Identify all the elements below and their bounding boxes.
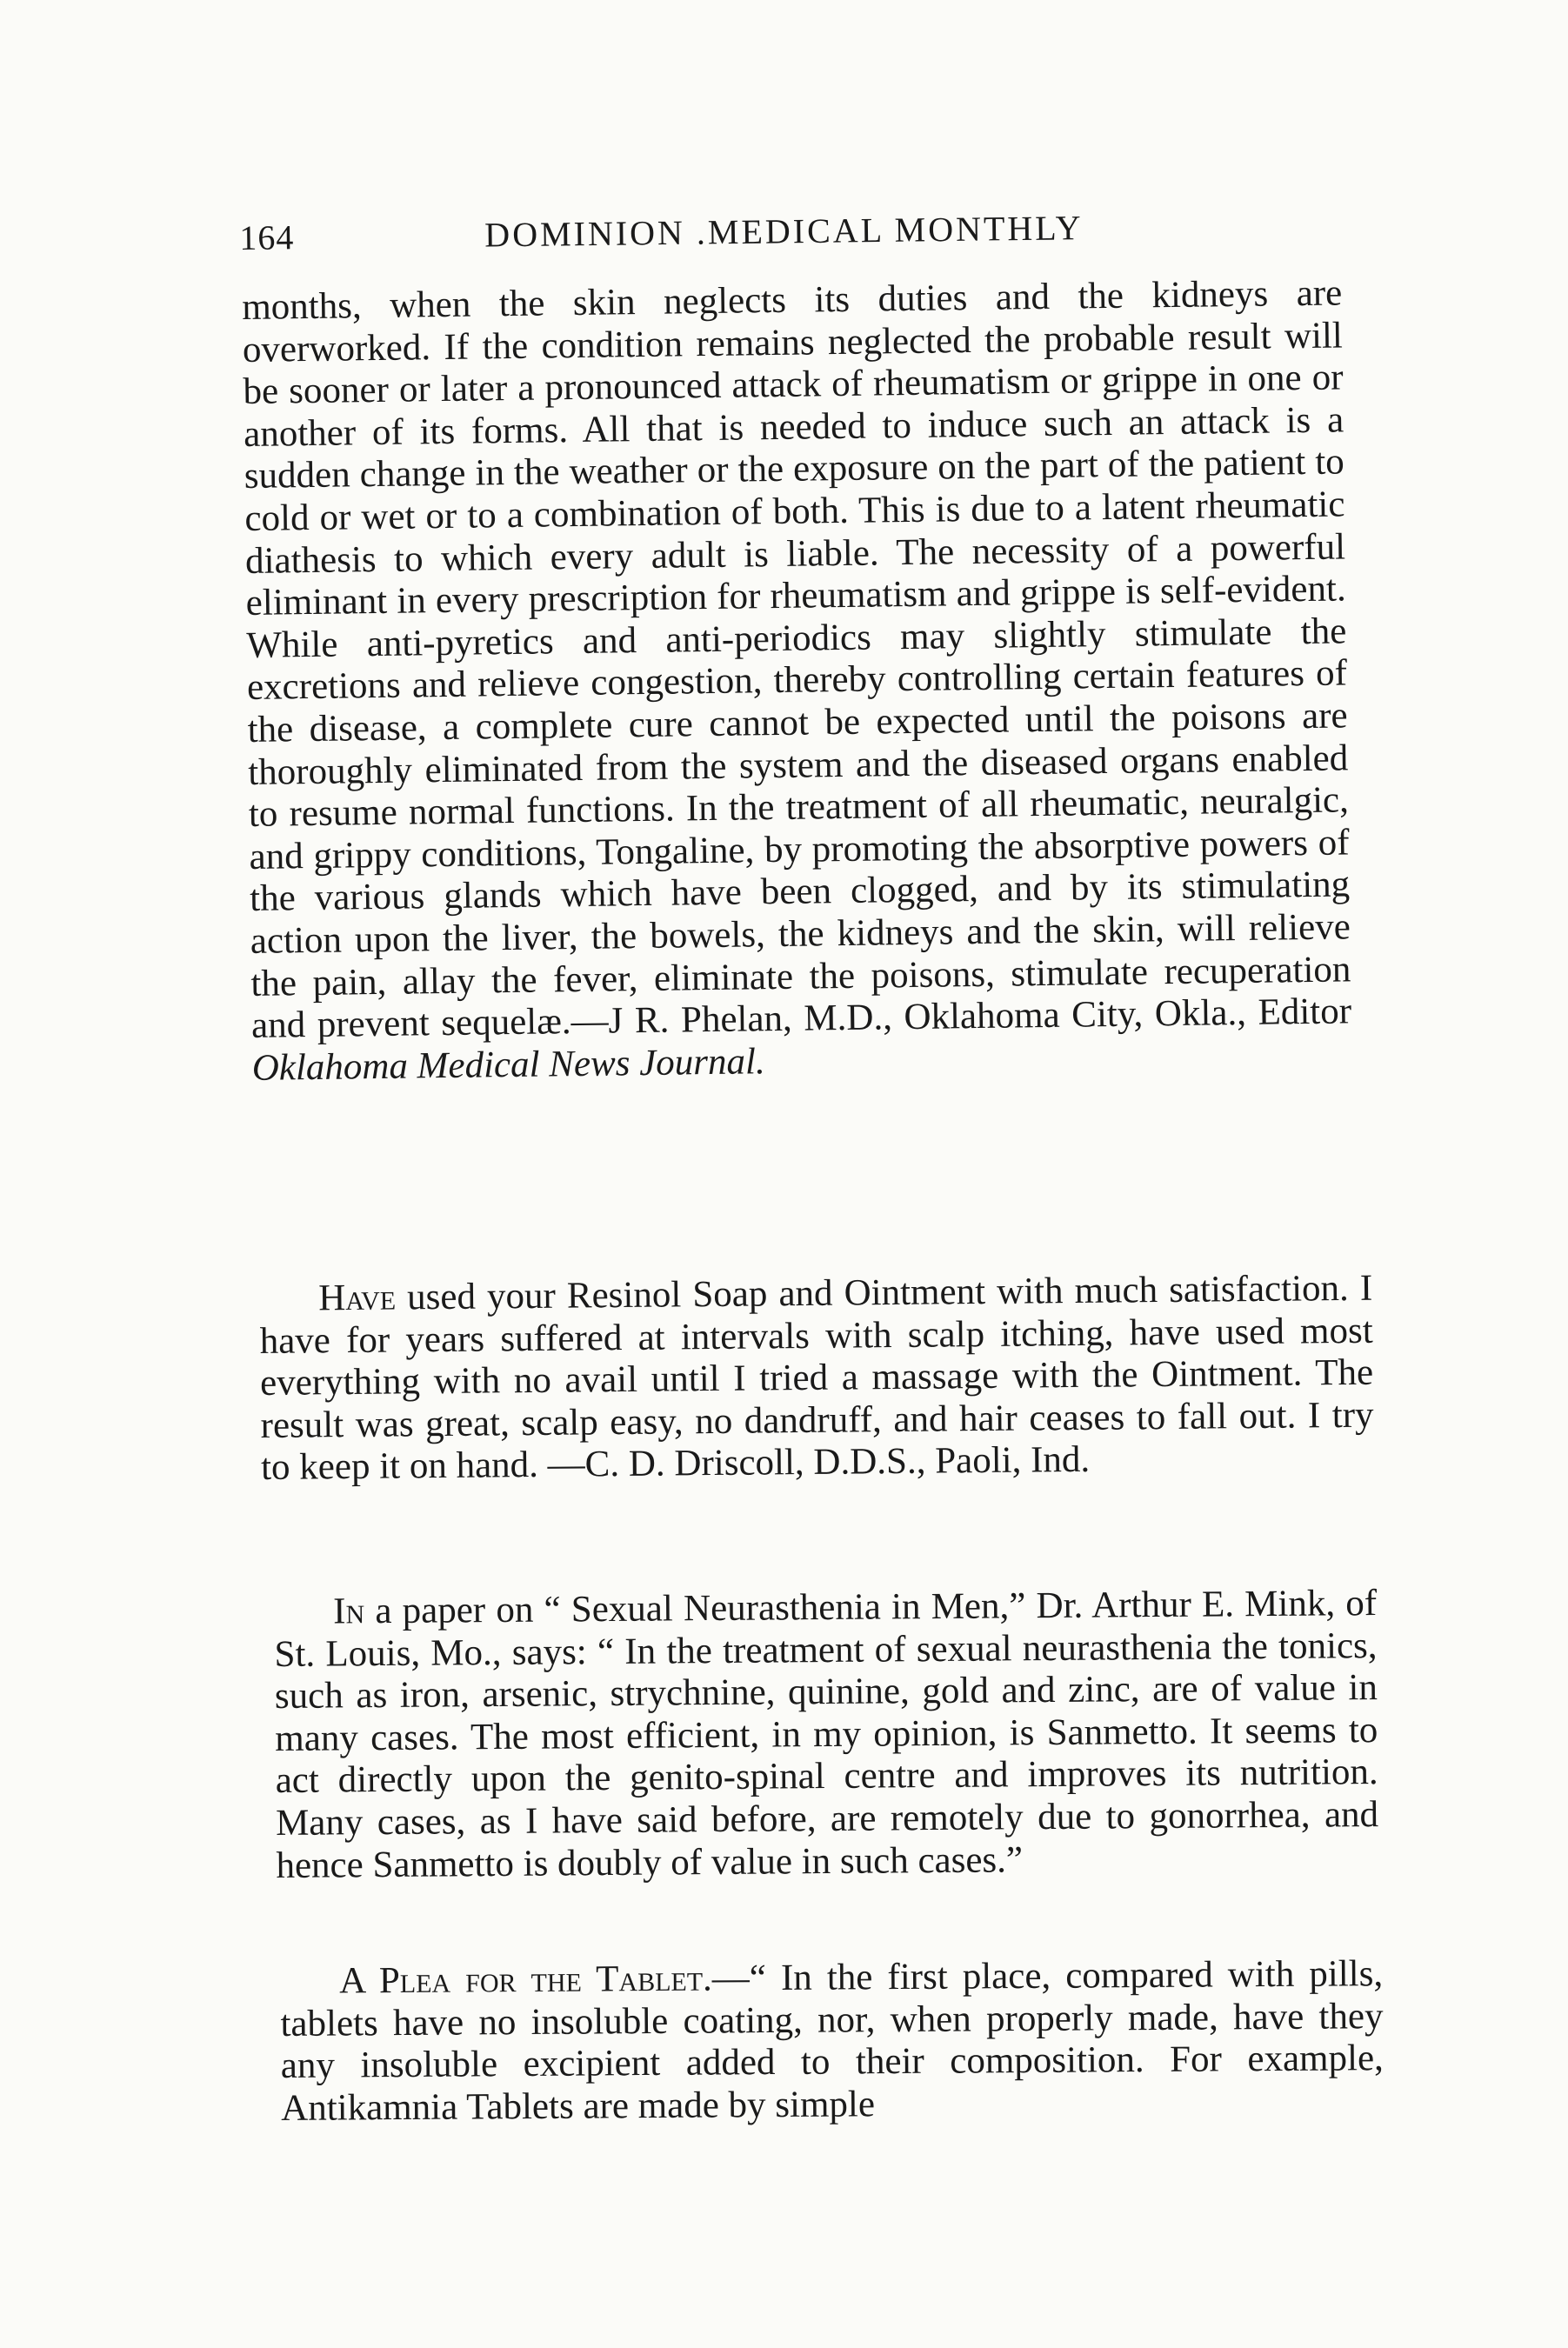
- page-number: 164: [239, 217, 295, 257]
- paragraph-text: a paper on “ Sexual Neurasthenia in Men,” Dr. Arthur E. Mink, of St. Louis, Mo., says: “ In the treatment of sexual neurasthenia the tonics, such as iron, arsenic, strychnine, quinine, gold and zinc, are of value in many cases. The most efficient, in my opinion, is Sanmetto. It seems to act directly upon the genito-spinal centre and improves its nutrition. Many cases, as I have said before, are remotely due to gonorrhea, and hence Sanmetto is doubly of value in such cases.”: [274, 1583, 1379, 1886]
- paragraph-text: —“ In the first place, compared with pills, tablets have no insoluble coating, nor, when properly made, have they any insoluble excipient added to their composition. For example, Antikamnia Tablets are made by simple: [280, 1953, 1384, 2129]
- running-head: DOMINION .MEDICAL MONTHLY: [484, 208, 1084, 255]
- paragraph-block-2: [259, 1268, 1374, 1490]
- paragraph-text: used your Resinol Soap and Ointment with much satisfaction. I have for years suffered at intervals with scalp itching, have used most everything with no avail until I tried a massage with the Ointment. The result was great, scalp easy, no dandruff, and hair ceases to fall out. I try to keep it on hand. —C. D. Driscoll, D.D.S., Paoli, Ind.: [259, 1267, 1374, 1489]
- paragraph-text: months, when the skin neglects its duties and the kidneys are overworked. If the condition remains neglected the probable result will be sooner or later a pronounced attack of rheumatism or grippe in one or another of its forms. All that is needed to induce such an attack is a sudden change in the weather or the exposure on the part of the patient to cold or wet or to a combination of both. This is due to a latent rheumatic diathesis to which every adult is liable. The necessity of a powerful eliminant in every prescription for rheumatism and grippe is self-evident. While anti-pyretics and anti-periodics may slightly stimulate the excretions and relieve congestion, thereby controlling certain features of the disease, a complete cure cannot be expected until the poisons are thoroughly eliminated from the system and the diseased organs enabled to resume normal functions. In the treatment of all rheumatic, neuralgic, and grippy conditions, Tongaline, by promoting the absorptive powers of the various glands which have been clogged, and by its stimulating action upon the liver, the bowels, the kidneys and the skin, will relieve the pain, allay the fever, eliminate the poisons, stimulate recuperation and prevent sequelæ.—J R. Phelan, M.D., Oklahoma City, Okla., Editor: [242, 272, 1352, 1047]
- journal-name: Oklahoma Medical News Journal.: [251, 1040, 765, 1089]
- paragraph-tongaline: [242, 272, 1352, 1090]
- paragraph-sanmetto: [274, 1583, 1379, 1887]
- paragraph-block-4: [280, 1953, 1384, 2130]
- paragraph-lead: Have: [317, 1277, 397, 1319]
- paragraph-resinol: [259, 1268, 1374, 1490]
- paragraph-block-1: [242, 272, 1352, 1090]
- page-header: [239, 207, 1110, 270]
- paragraph-tablet: [280, 1953, 1384, 2130]
- paragraph-block-3: [274, 1583, 1379, 1887]
- paragraph-lead: In: [332, 1591, 365, 1632]
- paragraph-lead: A Plea for the Tablet.: [338, 1958, 713, 2002]
